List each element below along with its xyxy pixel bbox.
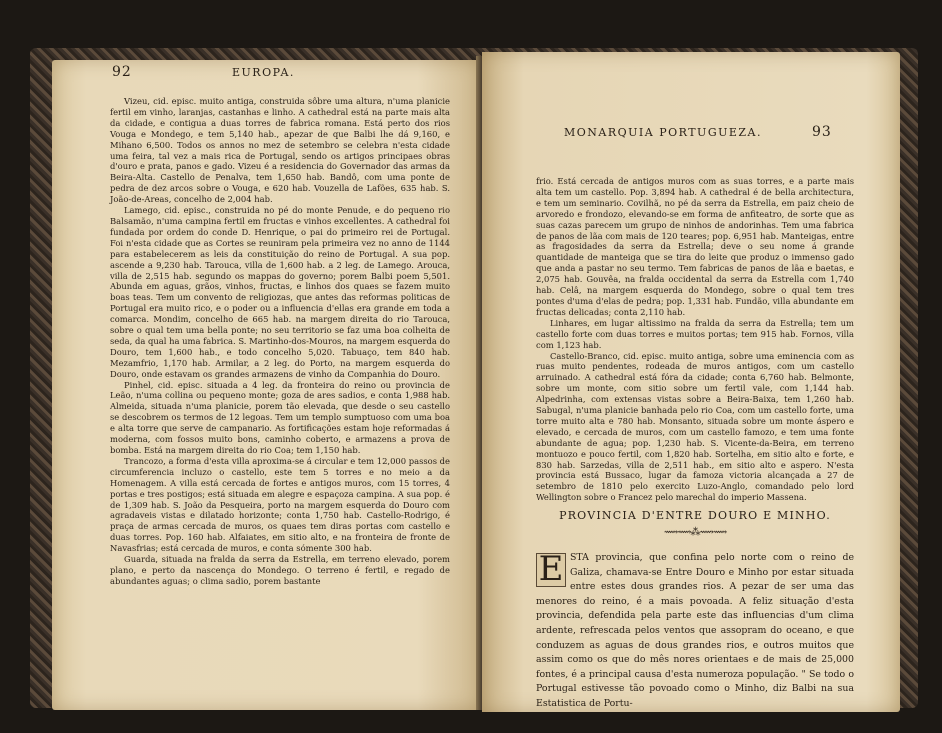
- paragraph-guarda-cont: frio. Está cercada de antigos muros com as suas torres, e a parte mais alta tem um castello. Pop. 3,894 hab. A cathedral é de bella architectura, e tem um seminario. Covilhã, no pé da serra da Estrella, em paiz cheio de arvoredo e frondozo, elevando-se em forma de anfiteatro, de sorte que as suas cazas parecem um grupo de ninhos de andorinhas. Tem uma fabrica de panos de lãa com mais de 120 teares; pop. 6,951 hab. Manteigas, entre as fragosidades da serra da Estrella; deve o seu nome á grande quantidade de manteiga que se tira do leite que produz o immenso gado que anda a pastar no seu termo. Tem fabricas de panos de lãa e baetas, e 2,075 hab. Gouvêa, na fralda occidental da serra da Estrella com 1,740 hab. Celâ, na margem esquerda do Mondego, sobre o qual tem tres pontes d'uma d'elas de pedra; pop. 1,331 hab. Fundão, villa abundante em fructas delicadas; conta 2,110 hab.: [536, 176, 854, 317]
- paragraph-lamego: Lamego, cid. episc., construida no pé do monte Penude, e do pequeno rio Balsamão, n'uma campina fertil em fructas e vinhos excellentes. A cathedral foi fundada por ordem do conde D. Henrique, o pai do primeiro rei de Portugal. Foi n'esta cidade que as Cortes se reuniram pela primeira vez no anno de 1144 para estabelecerem as leis da constituição do reino de Portugal. A sua pop. ascende a 9,230 hab. Tarouca, villa de 1,600 hab. a 2 leg. de Lamego. Arouca, villa de 2,515 hab. segundo os mappas do governo; porem Balbi poem 5,501. Abunda em aguas, grãos, vinhos, fructas, e linhos dos quaes se fazem muito boas teas. Tem um convento de religiozas, que antes das reformas politicas de Portugal era muito rico, e o poder ou a influencia d'ellas era grande em toda a comarca. Mondim, concelho de 665 hab. na margem direita do rio Tarouca, sobre o qual tem uma bella ponte; no seu territorio se faz uma boa colheita de seda, da qual ha uma fabrica. S. Martinho-dos-Mouros, na margem esquerda do Douro, tem 1,600 hab., e todo concelho 5,020. Tabuaço, tem 840 hab. Mezamfrio, 1,170 hab. Armilar, a 2 leg. do Porto, na margem esquerda do Douro, onde estavam os grandes armazens de vinho da Companhia do Douro.: [110, 205, 450, 379]
- right-header: [482, 120, 900, 146]
- left-running-head: EUROPA.: [232, 66, 295, 79]
- paragraph-linhares: Linhares, em lugar altissimo na fralda da serra da Estrella; tem um castello forte com duas torres e muitos portas; tem 915 hab. Fornos, villa com 1,123 hab.: [536, 317, 854, 350]
- left-body: [110, 96, 450, 587]
- province-intro: [536, 551, 854, 712]
- ornament-divider: ⟿⟿⁂⟿⟿: [663, 527, 727, 539]
- paragraph-guarda: Guarda, situada na fralda da serra da Estrella, em terreno elevado, porem plano, e perto da nascença do Mondego. O terreno é fertil, e regado de abundantes aguas; o clima sadio, porem bastante: [110, 554, 450, 586]
- intro-text: STA provincia, que confina pelo norte com o reino de Galiza, chamava-se Entre Douro e Minho por estar situada entre estes dous grandes rios. A pezar de ser uma das menores do reino, é a mais povoada. A feliz situação d'esta provincia, defendida pela parte este das influencias d'um clima ardente, refrescada pelos ventos que assopram do oceano, e que conduzem as aguas de dous grandes rios, e outros muitos que assim como os que do mês nores orientaes e de mais de 25,000 fontes, é a principal causa d'esta numeroza população. " Se todo o Portugal estivesse tão povoado como o Minho, diz Balbi na sua Estatistica de Portu-: [536, 552, 854, 709]
- left-header: [52, 60, 482, 86]
- right-running-head: MONARQUIA PORTUGUEZA.: [564, 126, 762, 139]
- paragraph-pinhel: Pinhel, cid. episc. situada a 4 leg. da fronteira do reino ou provincia de Leão, n'uma collina ou pequeno monte; goza de ares sadios, e conta 1,988 hab. Almeida, situada n'uma planicie, porem tão elevada, que desde o seu castello se descobrem os termos de 12 legoas. Tem um templo sumptuoso com uma boa e alta torre que serve de campanario. As fortificações estam hoje reformadas á moderna, com fossos muito bons, caminho coberto, e armazens a prova de bomba. Está na margem direita do rio Coa; tem 1,150 hab.: [110, 379, 450, 455]
- paragraph-castello-branco: Castello-Branco, cid. episc. muito antiga, sobre uma eminencia com as ruas muito pendentes, rodeada de muros antigos, com um castello arruinado. A cathedral está fóra da cidade; conta 6,760 hab. Belmonte, sobre um monte, com sitio sobre um fertil vale, com 1,144 hab. Alpedrinha, com extensas vistas sobre a Beira-Baixa, tem 1,260 hab. Sabugal, n'uma planicie banhada pelo rio Coa, com um castello forte, uma torre muito alta e 780 hab. Monsanto, situada sobre um monte áspero e elevado, e cercada de muros, com um castello famozo, e tem uma fonte abundante de agua; pop. 1,230 hab. S. Vicente-da-Beira, em terreno montuozo e pouco fertil, com 1,820 hab. Sortelha, em sitio alto e forte, e 830 hab. Sarzedas, villa de 2,511 hab., em sitio alto e aspero. N'esta provincia está Bussaco, lugar da famoza victoria alcançada a 27 de setembro de 1810 pelo exercito Luzo-Anglo, comandado pelo lord Wellington sobre o Francez pelo marechal do imperio Massena.: [536, 350, 854, 503]
- right-page: [482, 52, 900, 712]
- right-page-number: 93: [812, 124, 832, 140]
- right-body: [536, 176, 854, 712]
- province-heading: PROVINCIA D'ENTRE DOURO E MINHO.: [559, 509, 831, 523]
- paragraph-trancozo: Trancozo, a forma d'esta villa aproxima-se á circular e tem 12,000 passos de circumferencia incluzo o castello, este tem 5 torres e no meio a da Homenagem. A villa está cercada de fortes e antigos muros, com 15 torres, 4 portas e tres postigos; está situada em alegre e espaçoza campina. A sua pop. é de 1,309 hab. S. João da Pesqueira, porto na margem esquerda do Douro com agradaveis vistas e dilatado horizonte; conta 1,750 hab. Castello-Rodrigo, é praça de armas cercada de muros, os quaes tem diras portas com castello e duas torres. Pop. 160 hab. Alfaiates, em sitio alto, e na fronteira de fronte de Navasfrias; está cercada de muros, e conta sómente 300 hab.: [110, 455, 450, 554]
- book: [30, 20, 920, 715]
- left-page-number: 92: [112, 64, 132, 80]
- paragraph-vizeu: Vizeu, cid. episc. muito antiga, construida sôbre uma altura, n'uma planicie fertil em vinho, laranjas, castanhas e linho. A cathedral está na parte mais alta da cidade, e contigua a duas torres de fabrica romana. Está perto dos rios Vouga e Mondego, e tem 5,140 hab., apezar de que Balbi lhe dá 9,160, e Mihano 6,500. Todos os annos no mez de setembro se celebra n'esta cidade uma feira, tal vez a mais rica de Portugal, sendo os artigos principaes obras d'ouro e prata, panos e gado. Vizeu é a residencia do Governador das armas da Beira-Alta. Castello de Penalva, tem 1,650 hab. Bandô, com uma ponte de pedra de dez arcos sobre o Vouga, e 620 hab. Vouzella de Lafões, 635 hab. S. João-de-Areas, concelho de 2,004 hab.: [110, 96, 450, 205]
- dropcap-letter: E: [536, 553, 566, 587]
- left-page: [52, 60, 482, 710]
